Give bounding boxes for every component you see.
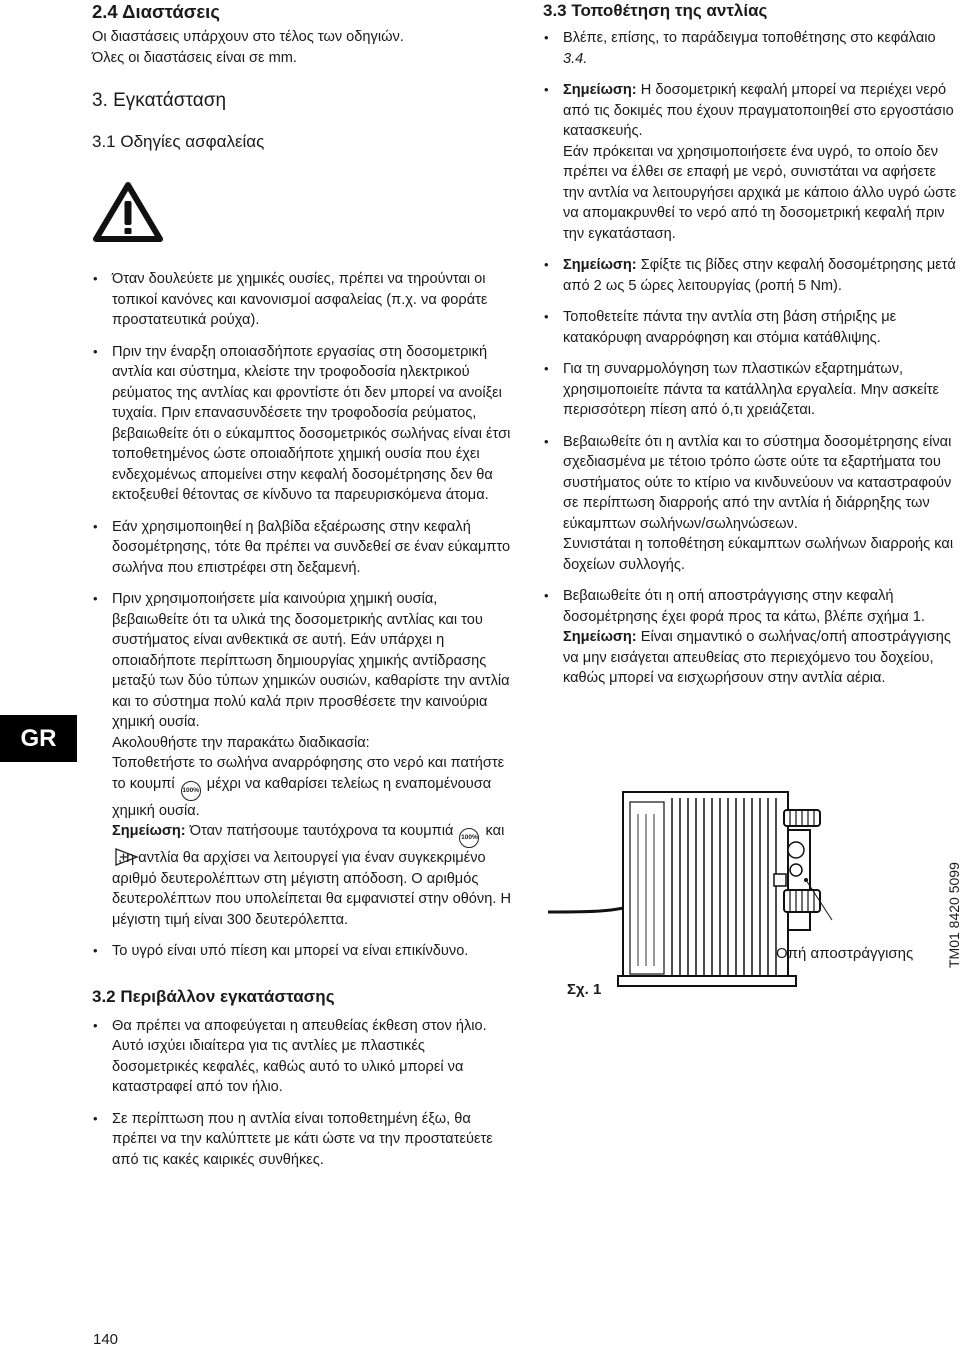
procedure-note: Σημείωση: Όταν πατήσουμε ταυτόχρονα τα κουμπιά 100% και , η αντλία θα αρχίσει να λειτουργεί για έναν συγκεκριμένο αριθμό δευτερολέπτων στη μέγιστη απόδοση. Ο αριθμός δευτερολέπτων που υπολείπεται θα εμφανιστεί στην οθόνη. Η μέγιστη τιμή είναι 300 δευτερόλεπτα. [112,823,511,928]
list-item: • Το υγρό είναι υπό πίεση και μπορεί να είναι επικίνδυνο. [92,941,512,962]
list-item: • Σημείωση: Σφίξτε τις βίδες στην κεφαλή δοσομέτρησης μετά από 2 ως 5 ώρες λειτουργίας (ροπή 5 Nm). [543,255,961,296]
list-item [92,589,512,930]
list-item: • Πριν την έναρξη οποιασδήποτε εργασίας στη δοσομετρική αντλία και σύστημα, κλείστε την τροφοδοσία ηλεκτρικού ρεύματος της αντλίας και φροντίστε ότι δεν μπορεί να ανοίξει τυχαία. Πριν επανασυνδέσετε την τροφοδοσία ρεύματος, βεβαιωθείτε ότι ο εύκαμπτος δοσομετρικός σωλήνας είναι έτσι τοποθετημένος ώστε οποιαδήποτε χημική ουσία που έχει ενδεχομένως απομείνει στην κεφαλή δοσομέτρησης δεν θα εκτοξευθεί θέτοντας σε κίνδυνο τα παρευρισκόμενα άτομα. [92,342,512,506]
figure-1 [548,780,948,1020]
section-3-2-title: 3.2 Περιβάλλον εγκατάστασης [92,986,335,1006]
list-item: • Βεβαιωθείτε ότι η αντλία και το σύστημα δοσομέτρησης είναι σχεδιασμένα με τέτοιο τρόπο ώστε ούτε τα εξαρτήματα του συστήματος ούτε το κτίριο να κινδυνεύουν να καταστραφούν σε περίπτωση διαρροής από την αντλία ή διάρρηξης των εύκαμπτων σωλήνων/σωληνώσεων. Συνιστάται η τοποθέτηση εύκαμπτων σωλήνων διαρροής και δοχείων συλλογής. [543,432,961,576]
list-item: • Βλέπε, επίσης, το παράδειγμα τοποθέτησης στο κεφάλαιο 3.4. [543,28,961,69]
dimensions-note-2: Όλες οι διαστάσεις είναι σε mm. [92,49,297,66]
list-item: • Για τη συναρμολόγηση των πλαστικών εξαρτημάτων, χρησιμοποιείτε πάντα τα κατάλληλα εργαλεία. Μην ασκείτε περισσότερη πίεση από ό,τι χρειάζεται. [543,359,961,421]
section-3-1-title: 3.1 Οδηγίες ασφαλείας [92,132,265,151]
environment-list [92,1016,512,1171]
warning-icon [92,181,512,245]
list-item: • Σημείωση: Η δοσομετρική κεφαλή μπορεί να περιέχει νερό από τις δοκιμές που έχουν πραγματοποιηθεί στο εργοστάσιο κατασκευής. Εάν πρόκειται να χρησιμοποιήσετε ένα υγρό, το οποίο δεν πρέπει να έλθει σε επαφή με νερό, συνιστάται να αφήσετε την αντλία να λειτουργήσει αρχικά με κάποιο άλλο υγρό ώστε να απομακρυνθεί το νερό από τη δοσομετρική κεφαλή πριν την εγκατάσταση. [543,80,961,244]
placement-list [543,28,961,689]
safety-list [92,269,512,962]
left-column [92,0,512,1181]
list-item: • Θα πρέπει να αποφεύγεται η απευθείας έκθεση στον ήλιο. Αυτό ισχύει ιδιαίτερα για τις αντλίες με πλαστικές δοσομετρικές κεφαλές, καθώς αυτό το υλικό μπορεί να καταστραφεί από τον ήλιο. [92,1016,512,1098]
new-chemical-text: • Πριν χρησιμοποιήσετε μία καινούρια χημική ουσία, βεβαιωθείτε ότι τα υλικά της δοσομετρικής αντλίας και του συστήματος είναι ανθεκτικά σε αυτή. Εάν υπάρχει η οποιαδήποτε περίπτωση δημιουργίας χημικής αντίδρασης μεταξύ των δύο τύπων χημικών ουσιών, καθαρίστε την αντλία και το σύστημα πολύ καλά πριν προσθέσετε την καινούρια χημική ουσία. [112,591,510,730]
section-2-4-title: 2.4 Διαστάσεις [92,1,220,22]
drain-hole-callout: Οπή αποστράγγισης [776,945,914,962]
procedure-step: Τοποθετήστε το σωλήνα αναρρόφησης στο νερό και πατήστε το κουμπί 100% μέχρι να καθαρίσει τελείως η εναπομένουσα χημική ουσία. [112,755,505,819]
list-item: • Βεβαιωθείτε ότι η οπή αποστράγγισης στην κεφαλή δοσομέτρησης έχει φορά προς τα κάτω, βλέπε σχήμα 1. Σημείωση: Είναι σημαντικό ο σωλήνας/οπή αποστράγγισης να μην εισάγεται απευθείας στο περιεχόμενο του δοχείου, καθώς μπορεί να εισχωρήσουν στην αντλία αέρια. [543,586,961,689]
pump-illustration [548,780,948,1020]
dimensions-note-1: Οι διαστάσεις υπάρχουν στο τέλος των οδηγιών. [92,29,404,45]
figure-label: Σχ. 1 [567,981,602,998]
figure-code: TM01 8420 5099 [946,862,962,968]
button-100-icon: 100% [181,781,201,801]
list-item: • Όταν δουλεύετε με χημικές ουσίες, πρέπει να τηρούνται οι τοπικοί κανόνες και κανονισμοί ασφαλείας (π.χ. να φοράτε προστατευτικά ρούχα). [92,269,512,331]
section-3-title: 3. Εγκατάσταση [92,90,227,111]
list-item: • Σε περίπτωση που η αντλία είναι τοποθετημένη έξω, θα πρέπει να την καλύπτετε με κάτι ώστε να την προστατεύετε από τις κακές καιρικές συνθήκες. [92,1109,512,1171]
language-tab: GR [0,715,77,762]
section-3-3-title: 3.3 Τοποθέτηση της αντλίας [543,1,768,20]
list-item: • Εάν χρησιμοποιηθεί η βαλβίδα εξαέρωσης στην κεφαλή δοσομέτρησης, τότε θα πρέπει να συνδεθεί σε έναν εύκαμπτο σωλήνα που επιστρέφει στη δεξαμενή. [92,517,512,579]
page-number: 140 [93,1331,119,1348]
right-column [543,0,961,700]
procedure-intro: Ακολουθήστε την παρακάτω διαδικασία: [112,734,370,751]
list-item: • Τοποθετείτε πάντα την αντλία στη βάση στήριξης με κατακόρυφη αναρρόφηση και στόμια κατάθλιψης. [543,307,961,348]
button-100-icon: 100% [459,828,479,848]
